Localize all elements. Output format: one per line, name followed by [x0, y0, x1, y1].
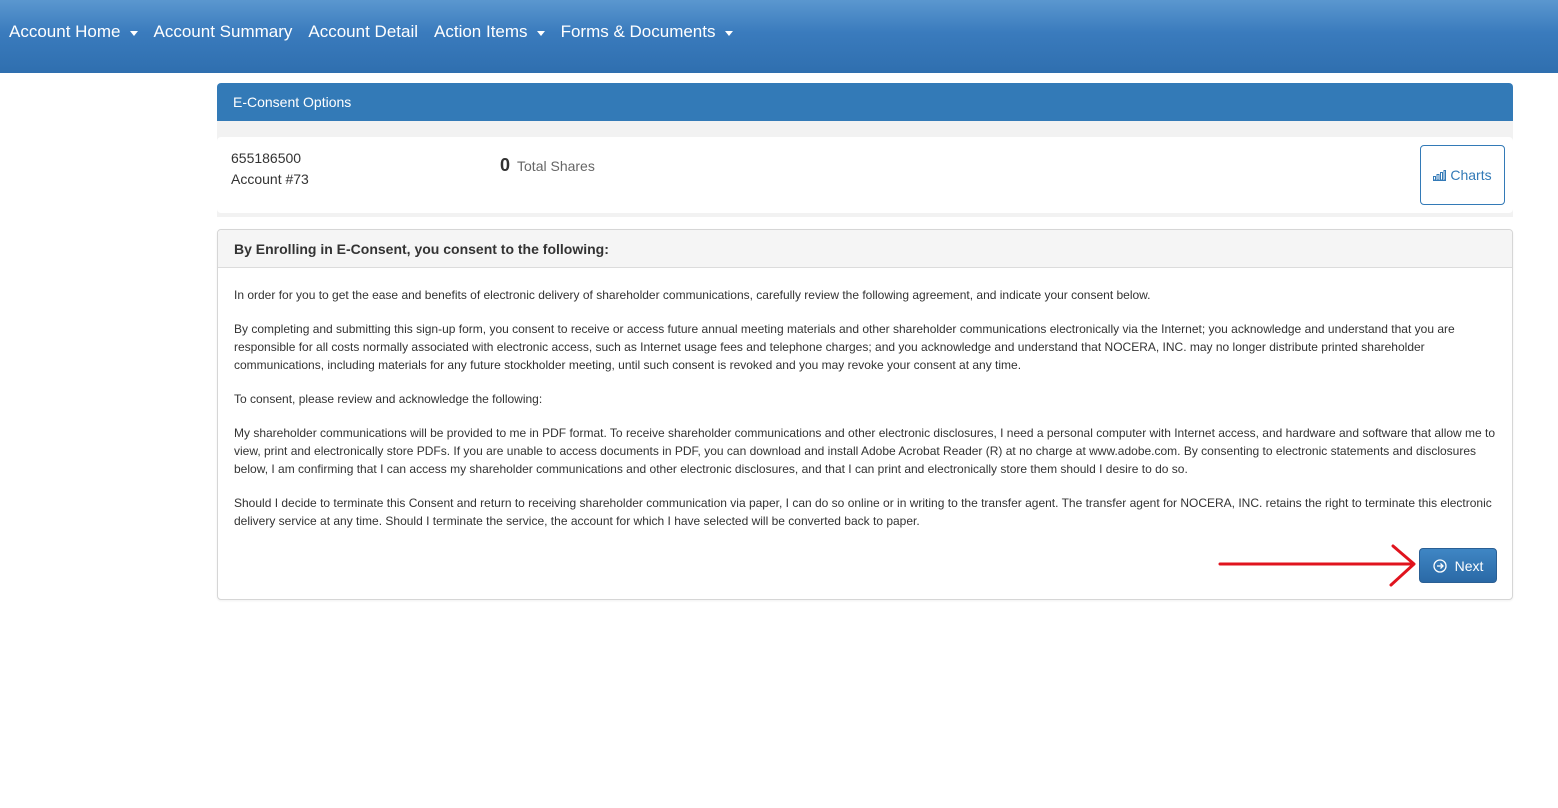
consent-paragraph: Should I decide to terminate this Consent and return to receiving shareholder communication via paper, I can do so online or in writing to the transfer agent. The transfer agent for NOCERA, INC. retains the right to terminate this electronic delivery service at any time. Should I terminate the service, the account for which I have selected will be converted back to paper.: [234, 496, 1492, 528]
charts-label: Charts: [1450, 167, 1492, 183]
account-label: Account #73: [231, 171, 309, 187]
nav-account-home[interactable]: [9, 22, 138, 42]
consent-body: [218, 268, 1512, 530]
nav-account-summary-label: Account Summary: [153, 22, 293, 41]
circle-arrow-right-icon: [1433, 559, 1447, 573]
next-button[interactable]: [1419, 548, 1497, 583]
bar-chart-icon: [1433, 170, 1446, 181]
caret-down-icon: [725, 31, 733, 36]
caret-down-icon: [130, 31, 138, 36]
consent-paragraph: To consent, please review and acknowledge the following:: [234, 392, 543, 406]
nav-action-items-label: Action Items: [434, 22, 528, 41]
consent-heading: By Enrolling in E-Consent, you consent to the following:: [218, 230, 1512, 268]
nav-account-detail[interactable]: [308, 22, 418, 42]
account-number: 655186500: [231, 150, 302, 166]
section-header: [217, 83, 1513, 121]
consent-paragraph: My shareholder communications will be provided to me in PDF format. To receive shareholder communications and other electronic disclosures, I need a personal computer with Internet access, and hardware and software that allow me to view, print and electronically store PDFs. If you are unable to access documents in PDF, you can download and install Adobe Acrobat Reader (R) at no charge at www.adobe.com. By consenting to electronic statements and disclosures below, I am confirming that I can access my shareholder communications and other electronic disclosures, and that I can print and electronically store them should I desire to do so.: [234, 426, 1496, 476]
nav-account-detail-label: Account Detail: [308, 22, 419, 41]
nav-action-items[interactable]: [434, 22, 545, 42]
total-shares: [500, 155, 595, 176]
account-bar: [217, 121, 1513, 217]
top-navigation: [0, 0, 1558, 73]
account-card: [217, 137, 1513, 213]
red-arrow-annotation: [1215, 543, 1420, 589]
shares-label: Total Shares: [517, 158, 595, 174]
nav-account-summary[interactable]: [154, 22, 293, 42]
nav-forms-documents[interactable]: [561, 22, 733, 42]
nav-account-home-label: Account Home: [9, 22, 121, 41]
shares-count: 0: [500, 155, 511, 175]
section-title: E-Consent Options: [233, 94, 352, 110]
charts-button[interactable]: [1420, 145, 1505, 205]
nav-forms-documents-label: Forms & Documents: [560, 22, 716, 41]
consent-paragraph: In order for you to get the ease and benefits of electronic delivery of shareholder communications, carefully review the following agreement, and indicate your consent below.: [234, 288, 1151, 302]
consent-paragraph: By completing and submitting this sign-up form, you consent to receive or access future annual meeting materials and other shareholder communications electronically via the Internet; you acknowledge and understand that you are responsible for all costs normally associated with electronic access, such as Internet usage fees and telephone charges; and you acknowledge and understand that NOCERA, INC. may no longer distribute printed shareholder communications, including materials for any future stockholder meeting, until such consent is revoked and you may revoke your consent at any time.: [234, 322, 1455, 372]
next-label: Next: [1454, 557, 1484, 574]
caret-down-icon: [537, 31, 545, 36]
